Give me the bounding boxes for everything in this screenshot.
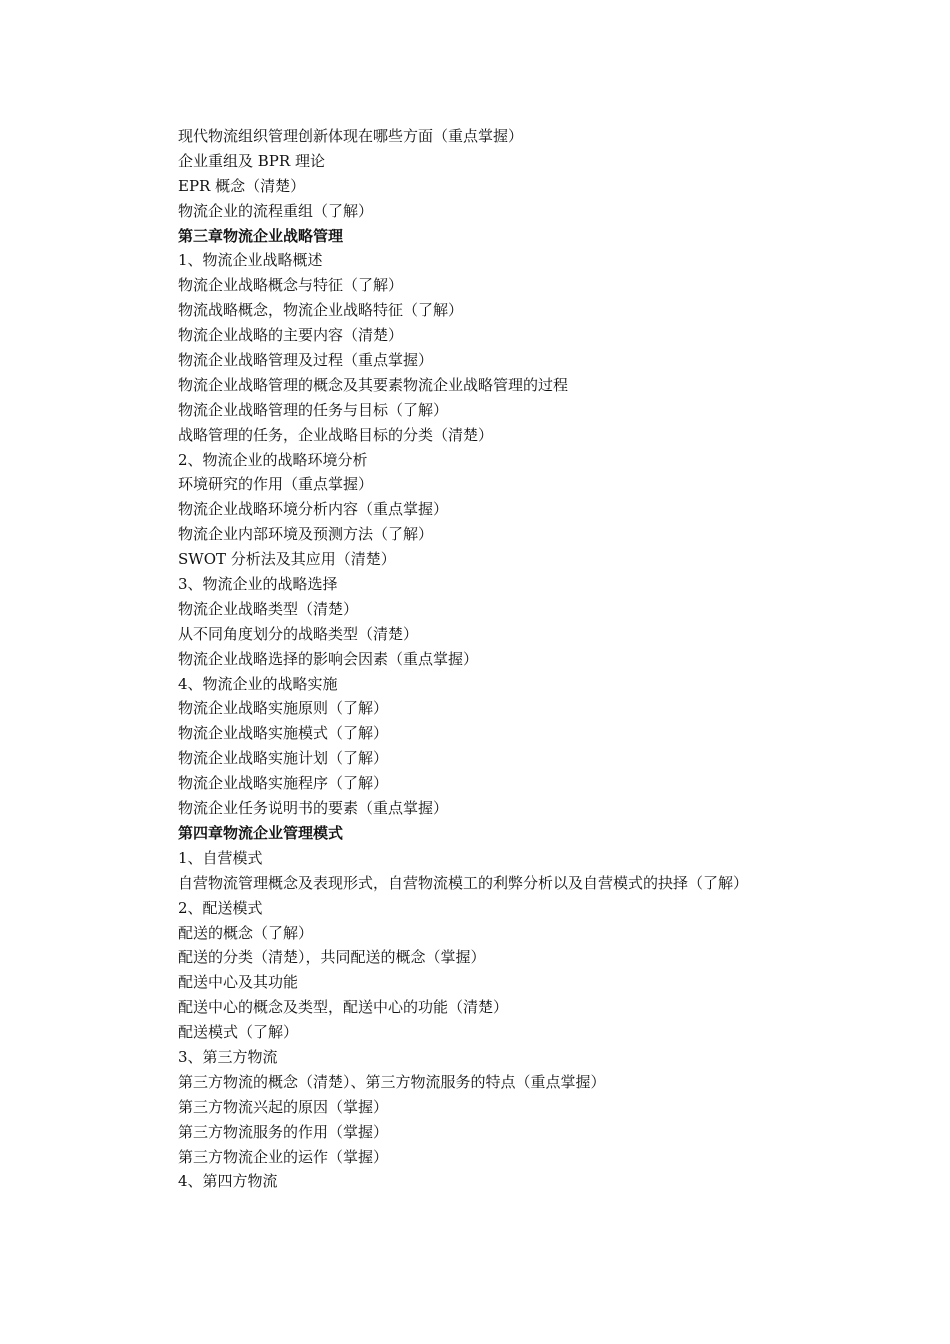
text-line: 物流企业战略实施模式（了解） [178,724,389,743]
chapter-heading: 第三章物流企业战略管理 [178,226,344,245]
text-line: 物流企业战略实施程序（了解） [178,774,389,793]
text-line: 物流企业战略概念与特征（了解） [178,276,404,295]
text-line: 物流企业战略实施计划（了解） [178,749,389,768]
text-line: 现代物流组织管理创新体现在哪些方面（重点掌握） [178,127,524,145]
text-line: 2、物流企业的战略环境分析 [178,450,368,469]
text-line: 第三方物流兴起的原因（掌握） [178,1097,389,1116]
text-line: SWOT 分析法及其应用（清楚） [178,550,396,569]
text-line: 物流企业战略环境分析内容（重点掌握） [178,500,449,519]
document-body [145,124,805,1194]
text-line: 1、自营模式 [178,848,263,867]
text-line: 物流企业战略的主要内容（清楚） [178,326,404,345]
text-line: 环境研究的作用（重点掌握） [178,475,374,494]
text-line: 物流企业战略选择的影响会因素（重点掌握） [178,649,479,668]
text-line: 4、第四方物流 [178,1172,278,1191]
text-line: 物流企业任务说明书的要素（重点掌握） [178,799,449,818]
text-line: 第三方物流企业的运作（掌握） [178,1147,389,1166]
paragraph: 自营物流管理概念及表现形式，自营物流模工的利弊分析以及自营模式的抉择（了解） [178,873,749,892]
text-line: 2、配送模式 [178,898,263,917]
text-line: 配送的概念（了解） [178,923,314,942]
text-line: 物流企业战略管理及过程（重点掌握） [178,351,434,370]
text-line: 配送模式（了解） [178,1023,299,1042]
text-line: 3、物流企业的战略选择 [178,575,338,594]
text-line: 3、第三方物流 [178,1047,278,1066]
text-line: 第三方物流的概念（清楚）、第三方物流服务的特点（重点掌握） [178,1072,606,1091]
text-line: 物流企业战略管理的概念及其要素物流企业战略管理的过程 [178,375,569,394]
chapter-heading: 第四章物流企业管理模式 [178,823,344,842]
text-line: 物流企业内部环境及预测方法（了解） [178,525,434,544]
text-line: 从不同角度划分的战略类型（清楚） [178,624,419,643]
text-line: 配送中心及其功能 [178,973,299,992]
text-line: 物流企业战略实施原则（了解） [178,699,389,718]
text-line: 配送的分类（清楚），共同配送的概念（掌握） [178,948,486,967]
text-line: 4、物流企业的战略实施 [178,674,338,693]
text-line: 企业重组及 BPR 理论 [178,151,325,170]
text-line: 1、物流企业战略概述 [178,251,323,270]
text-line: 物流企业的流程重组（了解） [178,201,374,220]
text-line: EPR 概念（清楚） [178,176,306,195]
text-line: 物流企业战略类型（清楚） [178,599,359,618]
text-line: 战略管理的任务，企业战略目标的分类（清楚） [178,425,494,444]
text-line: 物流企业战略管理的任务与目标（了解） [178,400,449,419]
text-line: 配送中心的概念及类型，配送中心的功能（清楚） [178,998,509,1017]
text-line: 物流战略概念，物流企业战略特征（了解） [178,301,464,320]
text-line: 第三方物流服务的作用（掌握） [178,1122,389,1141]
